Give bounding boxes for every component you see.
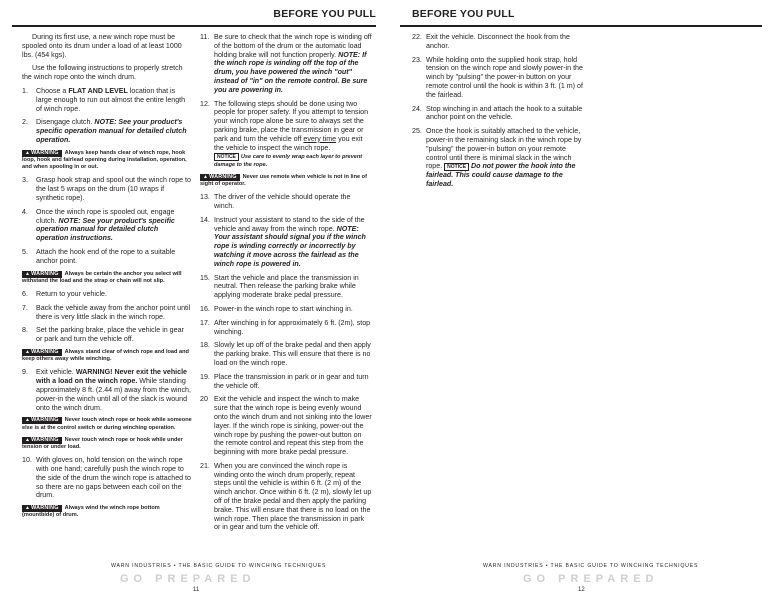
step-14: 14. Instruct your assistant to stand to the side of the vehicle and away from the winch rope. NOTE: Your assistant should signal you if the winch rope is winding correctly or incorrectly by watching it move across the fairlead as the winch rope is powered in. (200, 215, 366, 268)
warning-badge: ▲WARNING (200, 174, 240, 181)
warning-badge: ▲WARNING (22, 417, 62, 424)
step-4: 4. Once the winch rope is spooled out, engage clutch. NOTE: See your product's specific operation manual for detailed clutch operation instructions. (22, 207, 175, 243)
left-column (22, 33, 192, 525)
warning-triangle-icon: ▲ (25, 436, 31, 443)
notice-note: NOTICE Use care to evenly wrap each layer to prevent damage to the rope. (214, 154, 363, 168)
header-rule (12, 25, 376, 27)
warning-note: ▲WARNING Always stand clear of winch rope and load and keep others away while winching. (22, 348, 189, 363)
step-16: 16. Power-in the winch rope to start winching in. (200, 304, 353, 313)
right-column (200, 33, 372, 537)
page-footer: WARN INDUSTRIES • THE BASIC GUIDE TO WINCHING TECHNIQUES (483, 563, 699, 569)
page-header: BEFORE YOU PULL (412, 8, 515, 20)
step-13: 13. The driver of the vehicle should operate the winch. (200, 193, 351, 210)
right-page-column (412, 33, 584, 194)
step-2: 2. Disengage clutch. NOTE: See your product's specific operation manual for detailed clutch operation. (22, 118, 187, 144)
step-22: 22. Exit the vehicle. Disconnect the hook from the anchor. (412, 33, 570, 50)
step-10: 10. With gloves on, hold tension on the winch rope with one hand; carefully push the winch rope to the side of the drum the winch rope is attached to so there are no gaps between each coil on the drum. (22, 456, 191, 500)
step-15: 15. Start the vehicle and place the transmission in neutral. Then release the parking brake while applying moderate brake pedal pressure. (200, 273, 359, 300)
tagline: GO PREPARED (523, 573, 659, 585)
step-8: 8. Set the parking brake, place the vehicle in gear or park and turn the vehicle off. (22, 326, 184, 344)
warning-note: ▲WARNING Never touch winch rope or hook while someone else is at the control switch or during winching operation. (22, 417, 192, 431)
step-7: 7. Back the vehicle away from the anchor point until there is very little slack in the winch rope. (22, 303, 191, 321)
warning-triangle-icon: ▲ (25, 149, 31, 156)
step-6: 6. Return to your vehicle. (22, 289, 107, 298)
step-3: 3. Grasp hook strap and spool out the winch rope to the last 5 wraps on the drum (10 wraps if synthetic rope). (22, 176, 191, 202)
step-12: 12. The following steps should be done using two people for proper safety. If you attempt to tension your winch rope alone be sure to always set the parking brake, place the transmission in gear or park and turn the vehicle off every time you exit the vehicle to inspect the winch rope. (200, 99, 369, 152)
step-1: 1. Choose a FLAT AND LEVEL location that is large enough to run out almost the entire length of winch rope. (22, 86, 186, 113)
step-11: 11. Be sure to check that the winch rope is winding off of the bottom of the drum or the automatic load holding brake will not function properly. NOTE: If the winch rope is winding off the top of the drum, you have powered the winch "out" instead of "in" on the remote control. Be sure you are powering in. (200, 33, 372, 94)
step-25: 25. Once the hook is suitably attached to the vehicle, power-in the remaining slack in the winch rope by "pulsing" the power-in button on your remote control until there is minimal slack in the winch rope. NOTICE Do not power the hook into the fairlead. This could cause damage to the fairlead. (412, 127, 582, 189)
warning-triangle-icon: ▲ (25, 505, 31, 512)
header-rule (400, 25, 762, 27)
warning-badge: ▲WARNING (22, 505, 62, 512)
warning-badge: ▲WARNING (22, 271, 62, 278)
warning-badge: ▲WARNING (22, 437, 62, 444)
warning-note: ▲WARNING Always keep hands clear of winch rope, hook loop, hook and fairlead opening during installation, operation, and when spooling in or out. (22, 149, 187, 171)
warning-triangle-icon: ▲ (25, 270, 31, 277)
warning-note: ▲WARNING Never use remote when vehicle is not in line of sight of operator. (200, 173, 367, 187)
step-17: 17. After winching in for approximately 6 ft. (2m), stop winching. (200, 318, 371, 336)
step-20: 20 Exit the vehicle and inspect the winch to make sure that the winch rope is being evenly wound onto the winch drum and not sinking into the lower layer. If the winch rope is sinking, power-out the winch rope by pushing the power-out button on the remote control and repeat this step from the beginning with more brake pedal pressure. (200, 395, 372, 457)
page-number: 11 (193, 587, 200, 593)
intro-paragraph: Use the following instructions to properly stretch the winch rope onto the winch drum. (22, 64, 183, 82)
warning-note: ▲WARNING Always be certain the anchor you select will withstand the load and the strap or chain will not slip. (22, 270, 182, 284)
warning-triangle-icon: ▲ (203, 173, 209, 180)
page-footer: WARN INDUSTRIES • THE BASIC GUIDE TO WINCHING TECHNIQUES (111, 563, 327, 569)
page-number: 12 (578, 587, 585, 593)
notice-badge: NOTICE (214, 153, 239, 161)
step-21: 21. When you are convinced the winch rope is winding onto the winch drum properly, repeat steps until the vehicle is within 6 ft. (2 m) of the winch anchor. Once within 6 ft. (2 m), slowly let up off of the brake pedal and then apply the parking brake. This will ensure that there is no load on the winch rope. Then place the transmission in park or in gear and turn the vehicle off. (200, 461, 372, 532)
step-5: 5. Attach the hook end of the rope to a suitable anchor point. (22, 247, 176, 265)
step-19: 19. Place the transmission in park or in gear and turn the vehicle off. (200, 372, 369, 390)
tagline: GO PREPARED (120, 573, 256, 585)
intro-paragraph: During its first use, a new winch rope must be spooled onto its drum under a load of at least 1000 lbs. (454 kgs). (22, 33, 182, 59)
warning-note: ▲WARNING Always wind the winch rope bottom (mountbide) of drum. (22, 505, 160, 519)
step-18: 18. Slowly let up off of the brake pedal and then apply the parking brake. This will ensure that there is no load on the winch rope. (200, 341, 371, 367)
warning-note: ▲WARNING Never touch winch rope or hook while under tension or under load. (22, 436, 183, 450)
step-24: 24. Stop winching in and attach the hook to a suitable anchor point on the vehicle. (412, 104, 583, 122)
notice-badge: NOTICE (444, 163, 469, 171)
warning-triangle-icon: ▲ (25, 348, 31, 355)
warning-badge: ▲WARNING (22, 349, 62, 356)
right-page (388, 0, 776, 600)
warning-triangle-icon: ▲ (25, 417, 31, 424)
step-9: 9. Exit vehicle. WARNING! Never exit the vehicle with a load on the winch rope. While standing approximately 8 ft. (2.44 m) away from the winch, power-in the winch until all of the slack is wound onto the winch drum. (22, 368, 191, 412)
warning-badge: ▲WARNING (22, 150, 62, 157)
step-23: 23. While holding onto the supplied hook strap, hold tension on the winch rope and slowly power-in the winch by "pulsing" the power-in button on your remote control until the hook is within 3 ft. (1 m) of the fairlead. (412, 55, 583, 99)
page-header: BEFORE YOU PULL (273, 8, 376, 20)
